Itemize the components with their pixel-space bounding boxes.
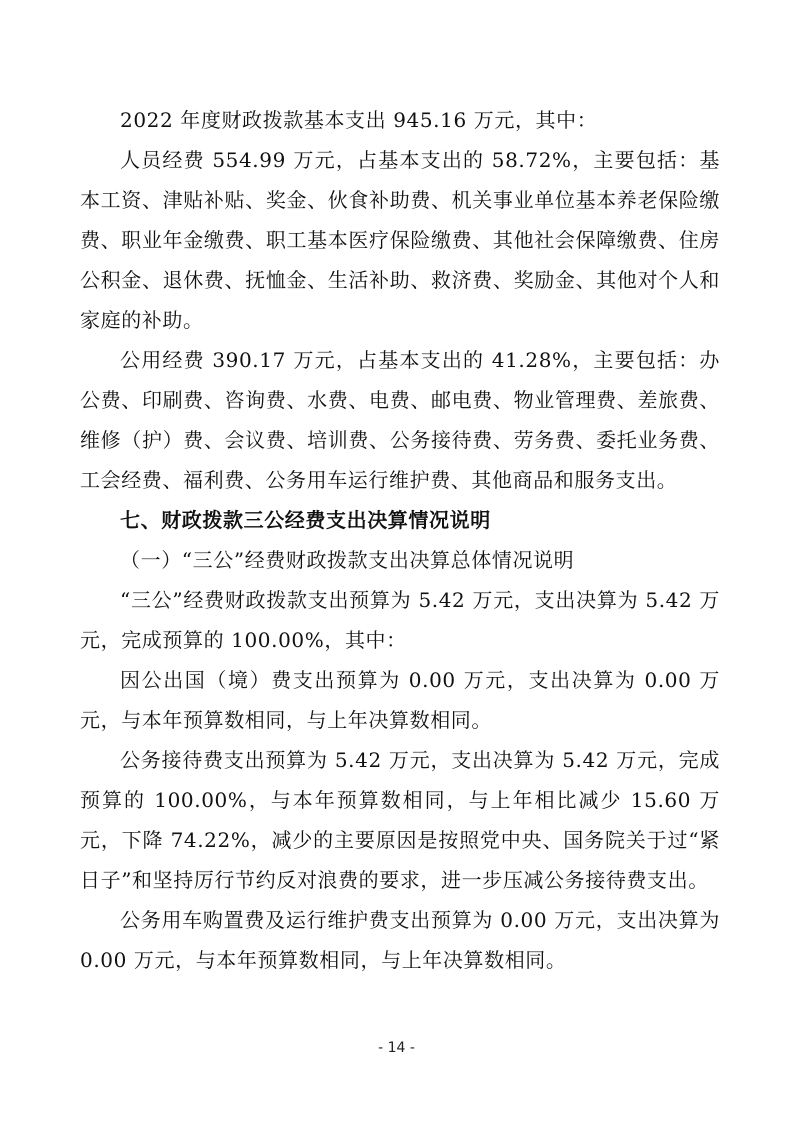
- paragraph-personnel-expenses: 人员经费 554.99 万元，占基本支出的 58.72%，主要包括：基本工资、津贴补贴、奖金、伙食补助费、机关事业单位基本养老保险缴费、职业年金缴费、职工基本医疗保险缴费、其他社会保障缴费、住房公积金、退休费、抚恤金、生活补助、救济费、奖励金、其他对个人和家庭的补助。: [80, 148, 720, 332]
- paragraph-three-public-total: “三公”经费财政拨款支出预算为 5.42 万元，支出决算为 5.42 万元，完成预算的 100.00%，其中：: [80, 588, 720, 652]
- sub-heading: （一）“三公”经费财政拨款支出决算总体情况说明: [120, 548, 575, 572]
- paragraph-official-vehicles: 公务用车购置费及运行维护费支出预算为 0.00 万元，支出决算为 0.00 万元，与本年预算数相同，与上年决算数相同。: [80, 908, 720, 972]
- paragraph-official-reception: 公务接待费支出预算为 5.42 万元，支出决算为 5.42 万元，完成预算的 100.00%，与本年预算数相同，与上年相比减少 15.60 万元，下降 74.22%，减少的主要原因是按照党中央、国务院关于过“紧日子”和坚持厉行节约反对浪费的要求，进一步压减公务接待费支出。: [80, 748, 720, 892]
- paragraph-overseas-travel: 因公出国（境）费支出预算为 0.00 万元，支出决算为 0.00 万元，与本年预算数相同，与上年决算数相同。: [80, 668, 720, 732]
- paragraph-basic-expenditure: 2022 年度财政拨款基本支出 945.16 万元，其中：: [120, 108, 598, 132]
- paragraph-public-expenses: 公用经费 390.17 万元，占基本支出的 41.28%，主要包括：办公费、印刷费、咨询费、水费、电费、邮电费、物业管理费、差旅费、维修（护）费、会议费、培训费、公务接待费、劳务费、委托业务费、工会经费、福利费、公务用车运行维护费、其他商品和服务支出。: [80, 348, 720, 492]
- document-page: [80, 100, 720, 980]
- page-number: - 14 -: [378, 1040, 415, 1056]
- section-heading: 七、财政拨款三公经费支出决算情况说明: [120, 508, 491, 532]
